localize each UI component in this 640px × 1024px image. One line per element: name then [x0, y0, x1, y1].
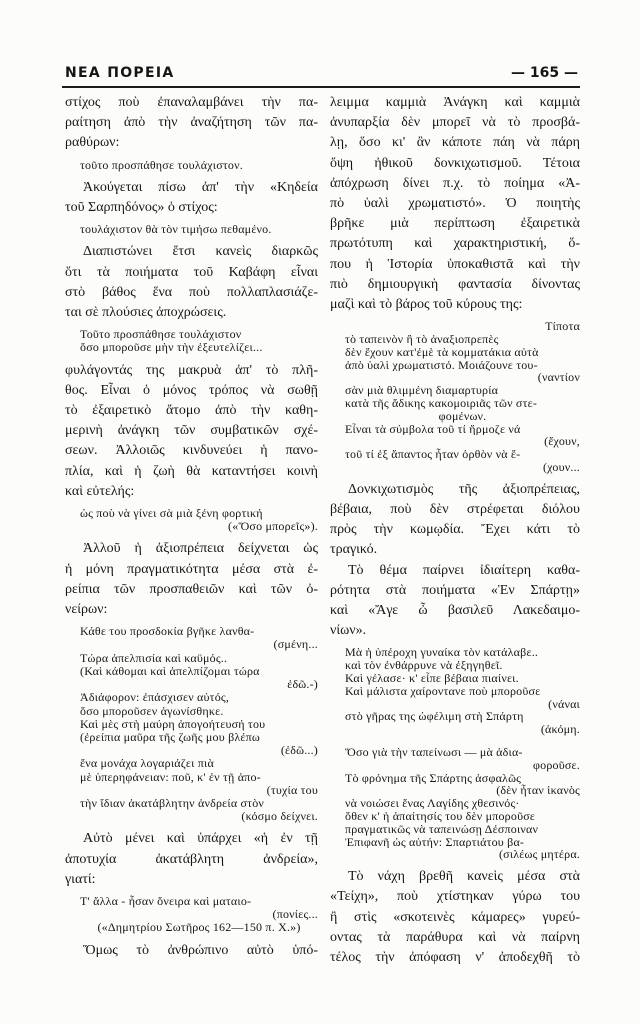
verse-line: («Ὅσο μπορεῖς»). — [228, 520, 318, 534]
prose-line: Ὅμως τὸ ἀνθρώπινο αὐτὸ ὑπό- — [83, 942, 318, 958]
verse-quote — [330, 320, 580, 474]
verse-line: ὅθεν κ' ἡ ἀπαίτησίς του δὲν μποροῦσε — [345, 809, 536, 823]
verse-line: ὅσο μποροῦσε μὴν τὴν ἐξευτελίζει... — [80, 341, 263, 355]
verse-line: (ἐρείπια μαῦρα τῆς ζωῆς μου βλέπω — [80, 730, 261, 744]
prose-paragraph — [330, 561, 580, 642]
prose-paragraph — [65, 242, 318, 323]
prose-line: ρείπια τῶν προσπαθειῶν καὶ τῶν ὀ- — [65, 581, 318, 597]
prose-line: καὶ «Ἄγε ὦ βασιλεῦ Λακεδαιμο- — [330, 603, 580, 619]
verse-line: (σιλέως μητέρα. — [498, 848, 580, 862]
prose-line: Τὸ θέμα παίρνει ἰδιαίτερη καθα- — [348, 562, 580, 578]
verse-line: Μὰ ἡ ὑπέροχη γυναίκα τὸν κατάλαβε.. — [345, 646, 539, 660]
prose-line: ἢ στὶς «σκοτεινὲς κάμαρες» γυρεύ- — [330, 909, 580, 925]
prose-paragraph — [65, 361, 318, 502]
verse-line: ὡς ποὺ νὰ γίνει σὰ μιὰ ξένη φορτική — [80, 507, 263, 521]
prose-paragraph — [65, 539, 318, 620]
verse-line: Κάθε του προσδοκία βγῆκε λανθα- — [80, 625, 255, 639]
verse-line: (Καὶ κάθομαι καὶ ἀπελπίζομαι τώρα — [80, 664, 260, 678]
header-rule — [62, 86, 580, 88]
verse-line: Καὶ μάλιστα χαίροντανε ποὺ μποροῦσε — [345, 684, 541, 698]
verse-line: τοῦτο προσπάθησε τουλάχιστον. — [80, 158, 243, 172]
prose-line: Τὸ νάχη βρεθῆ κανεὶς μέσα στὰ — [348, 869, 580, 885]
verse-line: (δὲν ἦταν ἱκανὸς — [496, 784, 580, 798]
prose-line: πρωτότυπη καὶ χαρακτηριστική, ὅ- — [330, 236, 580, 252]
prose-line: μερινὴ ἀνάγκη τῶν συμβατικῶν σχέ- — [65, 423, 318, 439]
prose-line: πὸ ὑαλὶ χρωματιστό». Ὁ ποιητὴς — [330, 196, 580, 212]
verse-line: (ἀκόμη. — [540, 723, 580, 736]
verse-line: καὶ τὸν ἐνθάρρυνε νὰ ἐξηγηθεῖ. — [345, 659, 503, 673]
verse-line: Εἶναι τὰ σύμβολα τοῦ τί ἥρμοζε νά — [345, 422, 521, 436]
prose-line: που ἡ Ἱστορία ὑποκαθιστᾶ καὶ τὴν — [330, 256, 580, 272]
verse-line: φομένων. — [438, 409, 487, 423]
prose-line: Αὐτὸ μένει καὶ ὑπάρχει «ἡ ἐν τῇ — [83, 831, 318, 847]
prose-line: πρὸς τὴν κωμῳδία. Ἔχει κάτι τὸ — [330, 522, 580, 538]
verse-quote — [330, 646, 580, 736]
prose-line: βέβαια, ποὺ δὲν στρέφεται διόλου — [330, 502, 580, 517]
verse-quote — [65, 507, 318, 533]
verse-line: («Δημητρίου Σωτῆρος 162—150 π. Χ.») — [97, 921, 301, 935]
verse-line: (ἔχουν, — [544, 435, 580, 449]
verse-line: τουλάχιστον θὰ τὸν τιμήσω πεθαμένο. — [80, 223, 272, 237]
verse-line: νὰ νοιώσει ἕνας Λαγίδης χθεσινός· — [345, 797, 520, 810]
verse-line: τὸ ταπεινὸν ἢ τὸ ἀναξιοπρεπὲς — [345, 333, 499, 346]
prose-line: Διαπιστώνει ἔτσι κανεὶς διαρκῶς — [83, 244, 318, 260]
verse-quote — [330, 746, 580, 861]
prose-line: τέλος τὴν ἀπόφαση ν' ἀποδεχθῆ τὸ — [330, 949, 580, 965]
verse-line: Καὶ γέλασε· κ' εἶπε βέβαια πιαίνει. — [345, 672, 519, 685]
prose-line: οντας τὰ παράθυρα καὶ νὰ παίρνη — [330, 929, 580, 945]
prose-line: «Τείχη», ποὺ χτίστηκαν γύρω του — [330, 889, 580, 905]
prose-line: ται σὲ πλούσιες ἀποχρώσεις. — [65, 305, 227, 321]
verse-line: Τίποτα — [545, 320, 580, 334]
prose-line: νίων». — [330, 623, 367, 639]
column-right — [330, 93, 580, 968]
column-left — [65, 93, 318, 961]
verse-line: (σμένη... — [273, 638, 318, 652]
prose-line: ὄψη ἠθικοῦ δονκιχωτισμοῦ. Τέτοια — [330, 155, 580, 171]
verse-line: τοῦ τί ἐξ ἅπαντος ἦταν ὀρθὸν νὰ ἔ- — [345, 448, 521, 461]
prose-line: μαζὶ καὶ τὸ βάρος τοῦ κύρους της: — [330, 297, 523, 313]
verse-line: ἕνα μονάχα λογαριάζει πιὰ — [80, 757, 214, 771]
prose-line: Δονκιχωτισμὸς τῆς ἀξιοπρέπειας, — [348, 481, 580, 497]
verse-line: Ἀδιάφορον: ἐπάσχισεν αὐτός, — [80, 691, 230, 705]
prose-line: τὸ ἐξαιρετικὸ ἄτομο ἀπὸ τὴν καθη- — [65, 403, 318, 419]
prose-line: ἀπόχρωση δίνει π.χ. τὸ ποίημα «Ἀ- — [330, 175, 580, 191]
verse-line: Ὅσο γιὰ τὴν ταπείνωσι — μὰ ἀδια- — [345, 746, 523, 759]
verse-line: Τ' ἄλλα - ἦσαν ὄνειρα καὶ ματαιο- — [80, 894, 252, 908]
verse-line: (νάναι — [548, 697, 580, 711]
verse-line: (ἐδῶ...) — [280, 744, 318, 758]
verse-line: ἀπὸ ὑαλὶ χρωματιστό. Μοιάζουνε του- — [345, 358, 538, 372]
verse-quote — [65, 625, 318, 823]
verse-line: (χουν... — [542, 461, 580, 474]
prose-paragraph — [330, 93, 580, 315]
prose-line: νείρων: — [65, 602, 108, 618]
prose-paragraph — [65, 178, 318, 218]
prose-line: στίχος ποὺ ἐπαναλαμβάνει τὴν πα- — [65, 95, 318, 110]
verse-line: κατὰ τῆς ἄδικης κακομοιριᾶς τῶν στε- — [345, 397, 538, 410]
verse-line: μὲ ὑπερηφάνειαν: ποῦ, κ' ἐν τῇ ἀπο- — [80, 770, 261, 784]
prose-line: λειμμα καμμιὰ Ἀνάγκη καὶ καμμιὰ — [330, 95, 580, 110]
prose-line: πιὸ δημιουργικὴ φαντασία δίνοντας — [330, 276, 580, 292]
prose-line: καὶ εὐτελής: — [65, 483, 135, 499]
prose-line: πλία, καὶ ἡ ζωὴ θὰ καταντήσει κοινὴ — [65, 463, 318, 479]
verse-line: Τοῦτο προσπάθησε τουλάχιστον — [80, 328, 242, 342]
verse-line: ἐδῶ.-) — [287, 678, 318, 692]
prose-line: ραίτηση ἀπὸ τὴν ἀναζήτηση τῶν πα- — [65, 115, 318, 131]
verse-line: Ἐπιφανῆ ὡς αὐτήν: Σπαρτιάτου βα- — [345, 835, 525, 849]
prose-paragraph — [330, 480, 580, 561]
verse-line: δὲν ἔχουν κατ'ἐμὲ τὰ κομματάκια αὐτὰ — [345, 345, 539, 359]
prose-line: στὸ βάθος ἕνα ποὺ πολλαπλασιάζε- — [65, 284, 318, 300]
prose-line: φυλάγοντάς της μακρυὰ ἀπ' τὸ πλῆ- — [65, 362, 318, 378]
verse-line: σὰν μιὰ θλιμμένη διαμαρτυρία — [345, 384, 499, 398]
prose-line: γιατί: — [65, 871, 96, 887]
verse-line: (κόσμο δείχνει. — [241, 810, 318, 824]
prose-line: Ἀκούγεται πίσω ἀπ' τὴν «Κηδεία — [83, 179, 318, 195]
verse-line: φοροῦσε. — [533, 758, 580, 772]
verse-quote — [65, 159, 318, 172]
verse-quote — [65, 895, 318, 935]
prose-line: ἀποτυχία ἀκατάβλητη ἀνδρεία», — [65, 851, 318, 867]
verse-line: Τὸ φρόνημα τῆς Σπάρτης ἀσφαλῶς — [345, 771, 522, 785]
prose-line: ἡ μόνη πραγματικότητα μέσα στὰ ἐ- — [65, 561, 318, 577]
prose-paragraph — [330, 867, 580, 968]
verse-line: Καὶ μὲς στὴ μαύρη ἀπογοήτευσή του — [80, 717, 266, 731]
prose-line: τοῦ Σαρπηδόνος» ὁ στίχος: — [65, 200, 218, 216]
prose-line: θος. Εἶναι ὁ μόνος τρόπος νὰ σωθῇ — [65, 382, 318, 398]
running-head-title: ΝΕΑ ΠΟΡΕΙΑ — [65, 65, 175, 81]
verse-line: Τώρα ἀπελπισία καὶ καϋμός.. — [80, 651, 228, 665]
prose-line: Ἀλλοῦ ἡ ἀξιοπρέπεια δείχνεται ὡς — [83, 541, 318, 557]
prose-line: τραγικό. — [330, 542, 378, 558]
prose-paragraph — [65, 93, 318, 154]
prose-line: λῃ, ὅσο κι' ἂν κάποτε πάη νὰ πάρη — [330, 135, 580, 151]
verse-line: τὴν ἴδιαν ἀκατάβλητην ἀνδρεία στὸν — [80, 796, 265, 810]
prose-line: ρότητα στὰ ποιήματα «Ἐν Σπάρτῃ» — [330, 582, 580, 598]
prose-paragraph — [65, 829, 318, 890]
prose-line: βρῆκε μιὰ περίπτωση ἐξαιρετικὰ — [330, 216, 580, 232]
verse-quote — [65, 328, 318, 354]
prose-line: σεων. Ἀλλοιῶς κινδυνεύει ἡ πανο- — [65, 443, 318, 459]
verse-quote — [65, 223, 318, 236]
verse-line: στὸ γῆρας της ὠφέλιμη στὴ Σπάρτη — [345, 710, 524, 724]
verse-line: (πονίες... — [272, 908, 318, 922]
prose-line: ραθύρων: — [65, 135, 120, 151]
page-number: — 165 — — [511, 65, 578, 81]
verse-line: ὅσο μποροῦσεν ἀγωνίσθηκε. — [80, 704, 224, 718]
prose-paragraph — [65, 941, 318, 961]
verse-line: πραγματικῶς νὰ ταπεινώσῃ Δέσποιναν — [345, 822, 539, 836]
prose-line: ἀνυπαρξία δὲν μπορεῖ νὰ τὸ προσβά- — [330, 115, 580, 131]
prose-line: ὅτι τὰ ποιήματα τοῦ Καβάφη εἶναι — [65, 264, 318, 280]
verse-line: (τυχία του — [266, 783, 318, 797]
verse-line: (ναντίον — [537, 371, 580, 385]
